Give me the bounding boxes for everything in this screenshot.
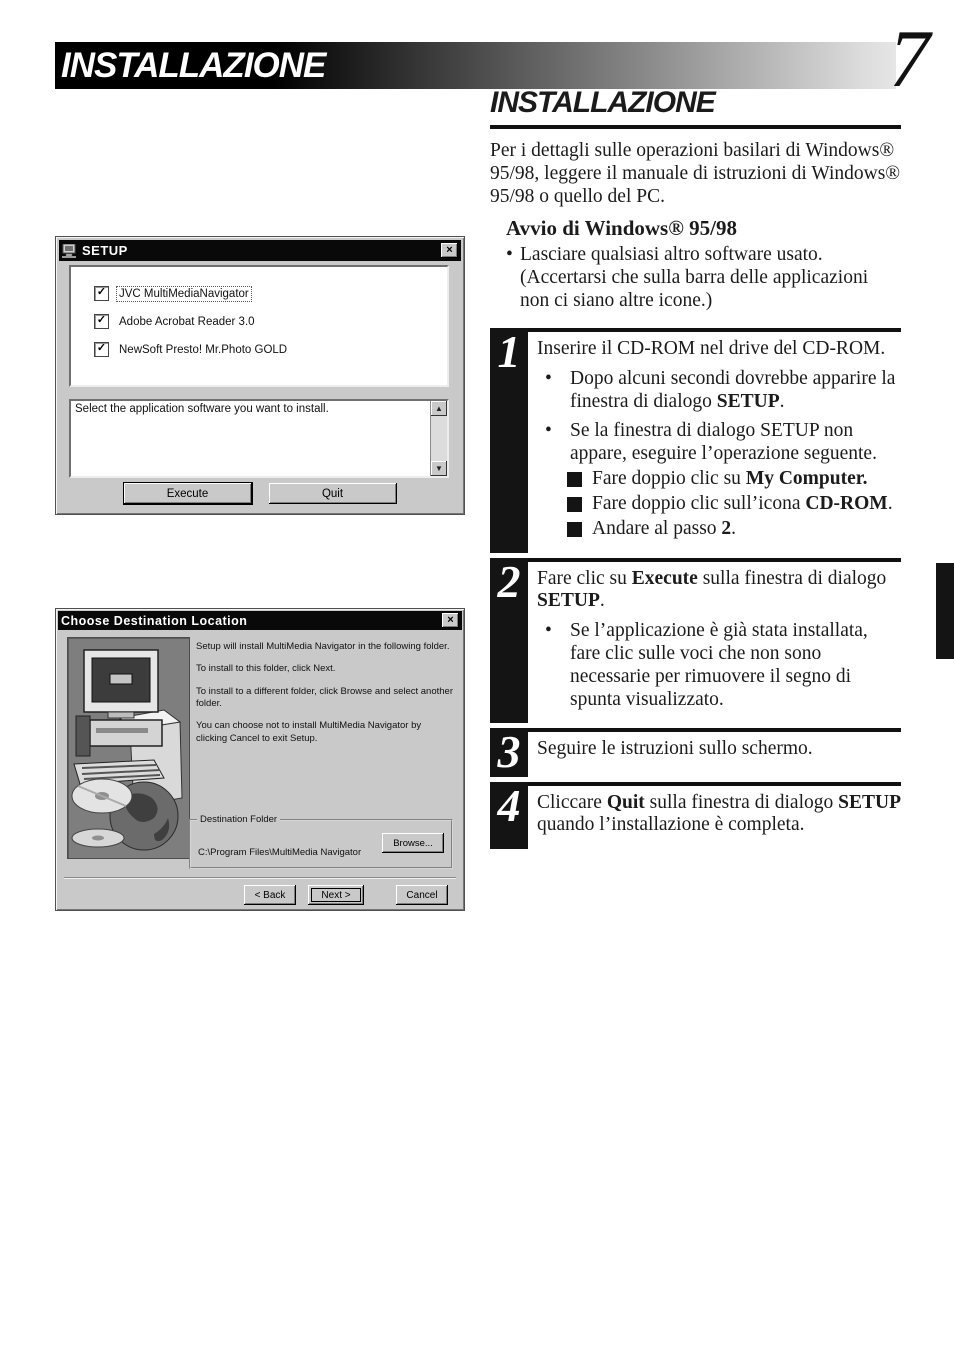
step-text: Inserire il CD-ROM nel drive del CD-ROM. — [537, 338, 886, 359]
page-number: 7 — [889, 13, 930, 104]
checkbox-label[interactable]: NewSoft Presto! Mr.Photo GOLD — [119, 343, 288, 356]
step-body — [528, 328, 901, 553]
checkbox-row-newsoft[interactable] — [94, 342, 447, 357]
step-sub-bullet — [545, 368, 901, 414]
square-bullet-icon — [567, 472, 582, 487]
step-number: 4 — [490, 782, 528, 850]
checkbox-row-jvc[interactable] — [94, 286, 447, 301]
software-list-panel — [69, 265, 449, 387]
step-body — [528, 728, 901, 776]
destination-path: C:\Program Files\MultiMedia Navigator — [198, 847, 362, 858]
wizard-paragraph: You can choose not to install MultiMedia Navigator by clicking Cancel to exit Setup. — [196, 720, 422, 744]
step-number: 2 — [490, 558, 528, 724]
step-row — [490, 328, 901, 553]
checkbox-label[interactable]: JVC MultiMediaNavigator — [119, 287, 249, 300]
wizard-instructions — [196, 641, 454, 755]
page-edge-tab — [936, 563, 954, 659]
step-sub-bullet — [545, 620, 901, 711]
wizard-dialog-title: Choose Destination Location — [61, 613, 248, 628]
setup-window-icon — [62, 244, 78, 258]
header-band — [55, 42, 896, 89]
step-text: Fare clic su Execute sulla finestra di dialogo SETUP. — [537, 567, 887, 612]
bullet-icon: • — [545, 620, 552, 642]
step-sub-text: Andare al passo 2. — [592, 517, 737, 539]
next-button[interactable]: Next > — [308, 885, 364, 905]
destination-folder-label: Destination Folder — [197, 814, 280, 825]
quit-button[interactable]: Quit — [269, 483, 397, 504]
message-text: Select the application software you want to install. — [75, 403, 329, 415]
step-number: 3 — [490, 728, 528, 776]
step-sub-square — [567, 493, 901, 516]
step-sub-square — [567, 468, 901, 491]
computer-illustration — [68, 638, 187, 856]
step-row — [490, 779, 901, 850]
article-column — [490, 86, 901, 854]
bullet-icon: • — [545, 420, 552, 442]
article-bullet — [506, 243, 901, 312]
step-row — [490, 555, 901, 724]
wizard-paragraph: To install to a different folder, click Browse and select another folder. — [196, 685, 453, 710]
close-icon[interactable]: × — [442, 613, 459, 628]
choose-destination-dialog — [55, 608, 465, 911]
close-icon[interactable]: × — [441, 243, 458, 258]
destination-folder-group — [189, 814, 453, 869]
checkbox-row-acrobat[interactable] — [94, 314, 447, 329]
step-body — [528, 558, 901, 724]
wizard-paragraph: Setup will install MultiMedia Navigator in the following folder. — [196, 641, 450, 652]
step-sub-square — [567, 518, 901, 541]
wizard-titlebar[interactable] — [58, 611, 462, 630]
header-band-title: INSTALLAZIONE — [61, 45, 326, 85]
setup-dialog-title: SETUP — [82, 243, 128, 258]
vertical-scrollbar[interactable] — [430, 401, 447, 476]
article-title: INSTALLAZIONE — [490, 86, 901, 129]
bullet-icon: • — [545, 367, 552, 389]
step-text: Cliccare Quit sulla finestra di dialogo SETUP quando l’installazione è completa. — [537, 791, 901, 836]
message-panel — [69, 399, 449, 478]
wizard-paragraph: To install to this folder, click Next. — [196, 663, 336, 675]
install-graphic — [67, 637, 190, 859]
setup-titlebar[interactable] — [59, 240, 461, 261]
back-button[interactable]: < Back — [244, 885, 296, 905]
step-sub-text: Dopo alcuni secondi dovrebbe apparire la finestra di dialogo SETUP. — [570, 367, 896, 412]
checkbox-label[interactable]: Adobe Acrobat Reader 3.0 — [119, 315, 255, 328]
step-text: Seguire le istruzioni sullo schermo. — [537, 738, 813, 760]
setup-button-row — [56, 483, 464, 504]
scroll-up-icon[interactable]: ▲ — [431, 401, 447, 416]
browse-button[interactable]: Browse... — [382, 833, 444, 853]
checkbox-checked-icon[interactable]: ✓ — [94, 342, 109, 357]
step-sub-text: Se la finestra di dialogo SETUP non appare, eseguire l’operazione seguente. — [570, 420, 877, 465]
step-number: 1 — [490, 328, 528, 553]
step-sub-text: Fare doppio clic sull’icona CD-ROM. — [592, 492, 893, 514]
step-sub-text: Fare doppio clic su My Computer. — [592, 468, 868, 490]
steps-list — [490, 328, 901, 849]
article-bullet-text: Lasciare qualsiasi altro software usato. (Accertarsi che sulla barra delle applicazioni non ci siano altre icone.) — [520, 244, 869, 311]
scroll-down-icon[interactable]: ▼ — [431, 461, 447, 476]
step-row — [490, 728, 901, 776]
square-bullet-icon — [567, 522, 582, 537]
step-sub-text: Se l’applicazione è già stata installata, fare clic sulle voci che non sono necessarie per rimuovere il segno di spunta visualizzato. — [570, 620, 868, 710]
bullet-icon: • — [506, 244, 513, 265]
article-subheading: Avvio di Windows® 95/98 — [506, 216, 737, 240]
execute-button[interactable]: Execute — [124, 483, 252, 504]
checkbox-checked-icon[interactable]: ✓ — [94, 286, 109, 301]
setup-dialog — [55, 236, 465, 515]
cancel-button[interactable]: Cancel — [396, 885, 448, 905]
article-intro: Per i dettagli sulle operazioni basilari di Windows® 95/98, leggere il manuale di istruzioni di Windows® 95/98 o quello del PC. — [490, 140, 901, 207]
divider — [64, 877, 456, 879]
checkbox-checked-icon[interactable]: ✓ — [94, 314, 109, 329]
step-body — [528, 782, 901, 850]
square-bullet-icon — [567, 497, 582, 512]
step-sub-bullet — [545, 420, 901, 466]
